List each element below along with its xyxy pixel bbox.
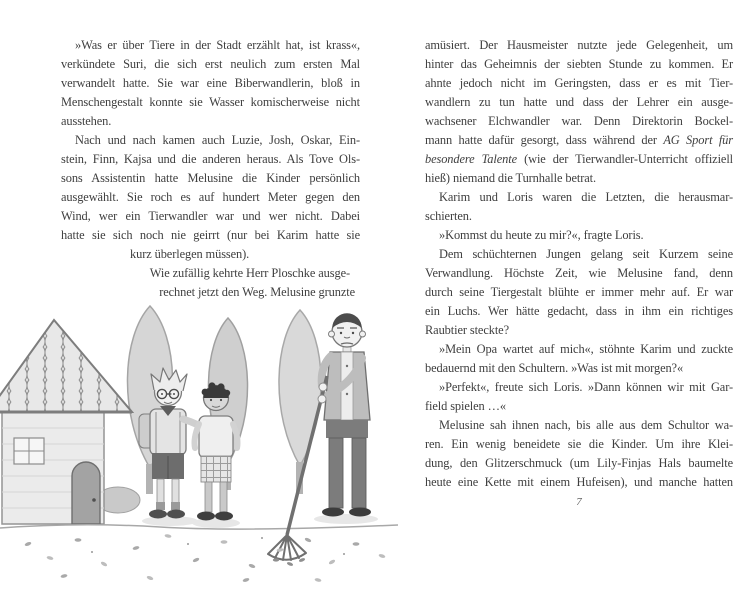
text-line: besondere Talente (wie der Tierwandler-Unterricht offiziell (425, 152, 734, 166)
text-line: Wind, wer ein Tierwandler war und wer nicht. Dabei (61, 209, 360, 223)
text-line: rechnet jetzt den Weg. Melusine grunzte (159, 285, 355, 299)
text-line: ausstehen. (61, 114, 112, 128)
text-line: ausgewählt. Sie roch es auf hundert Meter gegen den (61, 190, 360, 204)
text-line: dung, den Glitzerschmuck (um Lily-Finjas Hals baumelte (425, 456, 733, 470)
text-line: schierten. (425, 209, 472, 223)
text-line: Melusine sah ihnen nach, bis alle aus dem Schultor wa- (439, 418, 733, 432)
text-line: mann hatte dafür gesorgt, dass während der AG Sport für (425, 133, 733, 147)
page-number: 7 (576, 496, 582, 508)
text-line: ein Luchs. Wer hätte gedacht, dass in ihm ein richtiges (425, 304, 733, 318)
text-line: »Mein Opa wartet auf mich«, stöhnte Karim und zuckte (439, 342, 733, 356)
text-line: Verwandlung. Höchste Zeit, wie Melusine fand, denn (425, 266, 733, 280)
text-line: verwandelt hatte. Sie war eine Biberwandlerin, bloß in (61, 76, 360, 90)
text-line: hieß) niemand die Turnhalle betrat. (425, 171, 596, 185)
text-line: »Was er über Tiere in der Stadt erzählt hat, ist krass«, (75, 38, 360, 52)
fallen-leaves (24, 534, 386, 583)
text-line: hatte sie sich noch nie geirrt (nur bei Karim hatte sie (61, 228, 360, 242)
text-line: Dem schüchternen Jungen gelang seit Kurzem seine (439, 247, 733, 261)
text-line: heute eine Kette mit einem Hufeisen), und manche hatten (425, 475, 733, 489)
text-line: Nach und nach kamen auch Luzie, Josh, Oskar, Ein- (75, 133, 360, 147)
text-line: Karim und Loris waren die Letzten, die herausmar- (439, 190, 733, 204)
left-page-text (61, 36, 360, 302)
story-illustration (0, 292, 398, 594)
text-line: Raubtier steckte? (425, 323, 509, 337)
text-line: kurz überlegen müssen). (130, 247, 250, 261)
text-line: durch seine Tiergestalt blühte er immer mehr auf. Er war (425, 285, 733, 299)
text-line: ren. Ein wenig beneidete sie die Kinder. Um ihre Klei- (425, 437, 733, 451)
text-line: amüsiert. Der Hausmeister nutzte jede Gelegenheit, um (425, 38, 733, 52)
text-line: ahnte jedoch nicht im Geringsten, dass er es mit Tier- (425, 76, 733, 90)
text-line: verkündete Suri, die sich erst neulich zum ersten Mal (61, 57, 360, 71)
text-line: hinter das Geheimnis der siebten Stunde zu kommen. Er (425, 57, 733, 71)
text-line: wandlern zu tun hatte und dass der Lehrer ein ausge- (425, 95, 733, 109)
text-line: wachsener Elchwandler war. Denn Direktorin Bockel- (425, 114, 733, 128)
text-line: Wie zufällig kehrte Herr Ploschke ausge- (149, 266, 350, 280)
text-line: »Perfekt«, freute sich Loris. »Dann können wir mit Gar- (439, 380, 733, 394)
text-line: bedauernd mit den Schultern. »Was ist mit morgen?« (425, 361, 684, 375)
text-line: field spielen …« (425, 399, 506, 413)
text-line: »Kommst du heute zu mir?«, fragte Loris. (439, 228, 644, 242)
text-line: sons Assistentin hatte Melusine die Kinder persönlich (61, 171, 360, 185)
right-page-text (425, 36, 733, 492)
text-line: stein, Finn, Kajsa und die anderen heraus. Als Tove Ols- (61, 152, 360, 166)
text-line: Menschengestalt konnte sie Wasser komischerweise nicht (61, 95, 360, 109)
